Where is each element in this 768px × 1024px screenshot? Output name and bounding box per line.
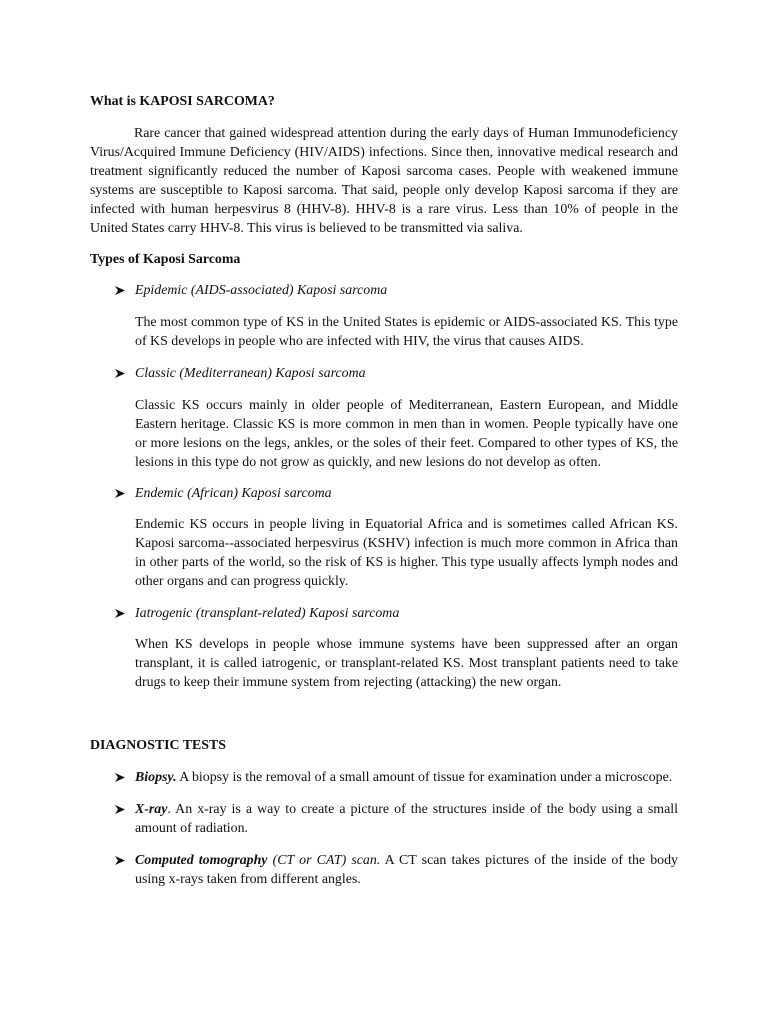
type-bullet-classic [113, 364, 678, 383]
type-description: When KS develops in people whose immune systems have been suppressed after an organ transplant, it is called iatrogenic, or transplant-related KS. Most transplant patients need to take drugs to keep their immune system from rejecting (attacking) the new organ. [135, 637, 678, 690]
test-description: . An x-ray is a way to create a picture of the structures inside of the body using a small amount of radiation. [135, 802, 678, 836]
arrow-bullet-icon [113, 851, 127, 870]
test-aside: (CT or CAT) scan. [267, 853, 381, 868]
test-text [135, 800, 678, 838]
intro-paragraph: Rare cancer that gained widespread attention during the early days of Human Immunodeficiency Virus/Acquired Immune Deficiency (HIV/AIDS) infections. Since then, innovative medical research and treatment significantly reduced the number of Kaposi sarcoma cases. People with weakened immune systems are susceptible to Kaposi sarcoma. That said, people only develop Kaposi sarcoma if they are infected with human herpesvirus 8 (HHV-8). HHV-8 is a rare virus. Less than 10% of people in the United States carry HHV-8. This virus is believed to be transmitted via saliva. [90, 126, 678, 236]
test-text [135, 851, 678, 889]
type-label: Iatrogenic (transplant-related) Kaposi sarcoma [135, 606, 400, 621]
type-description: Endemic KS occurs in people living in Equatorial Africa and is sometimes called African KS. Kaposi sarcoma--associated herpesvirus (KSHV) infection is much more common in Africa than in other parts of the world, so the risk of KS is higher. This type usually affects lymph nodes and other organs and can progress quickly. [135, 517, 678, 589]
arrow-bullet-icon [113, 364, 127, 383]
test-term: X-ray [135, 802, 168, 817]
test-description: A biopsy is the removal of a small amount of tissue for examination under a microscope. [176, 770, 673, 785]
test-bullet-ct [113, 851, 678, 889]
test-term: Computed tomography [135, 853, 268, 868]
type-bullet-iatrogenic [113, 604, 678, 623]
section-title-what-is: What is KAPOSI SARCOMA? [90, 94, 275, 109]
test-description: A CT scan takes pictures of the inside of the body using x-rays taken from different angles. [135, 853, 678, 887]
arrow-bullet-icon [113, 800, 127, 819]
test-term: Biopsy. [135, 770, 177, 785]
type-description: The most common type of KS in the United States is epidemic or AIDS-associated KS. This type of KS develops in people who are infected with HIV, the virus that causes AIDS. [135, 315, 678, 349]
section-title-diagnostic: DIAGNOSTIC TESTS [90, 738, 227, 753]
type-description: Classic KS occurs mainly in older people of Mediterranean, Eastern European, and Middle Eastern heritage. Classic KS is more common in men than in women. People typically have one or more lesions on the legs, ankles, or the soles of their feet. Compared to other types of KS, the lesions in this type do not grow as quickly, and new lesions do not develop as often. [135, 398, 678, 470]
type-bullet-epidemic [113, 281, 678, 300]
test-bullet-biopsy [113, 768, 678, 787]
arrow-bullet-icon [113, 484, 127, 503]
type-bullet-endemic [113, 484, 678, 503]
section-title-types: Types of Kaposi Sarcoma [90, 252, 241, 267]
arrow-bullet-icon [113, 604, 127, 623]
test-text [135, 768, 678, 787]
test-bullet-xray [113, 800, 678, 838]
arrow-bullet-icon [113, 281, 127, 300]
type-label: Epidemic (AIDS-associated) Kaposi sarcoma [135, 283, 388, 298]
type-label: Classic (Mediterranean) Kaposi sarcoma [135, 366, 366, 381]
arrow-bullet-icon [113, 768, 127, 787]
type-label: Endemic (African) Kaposi sarcoma [135, 486, 332, 501]
